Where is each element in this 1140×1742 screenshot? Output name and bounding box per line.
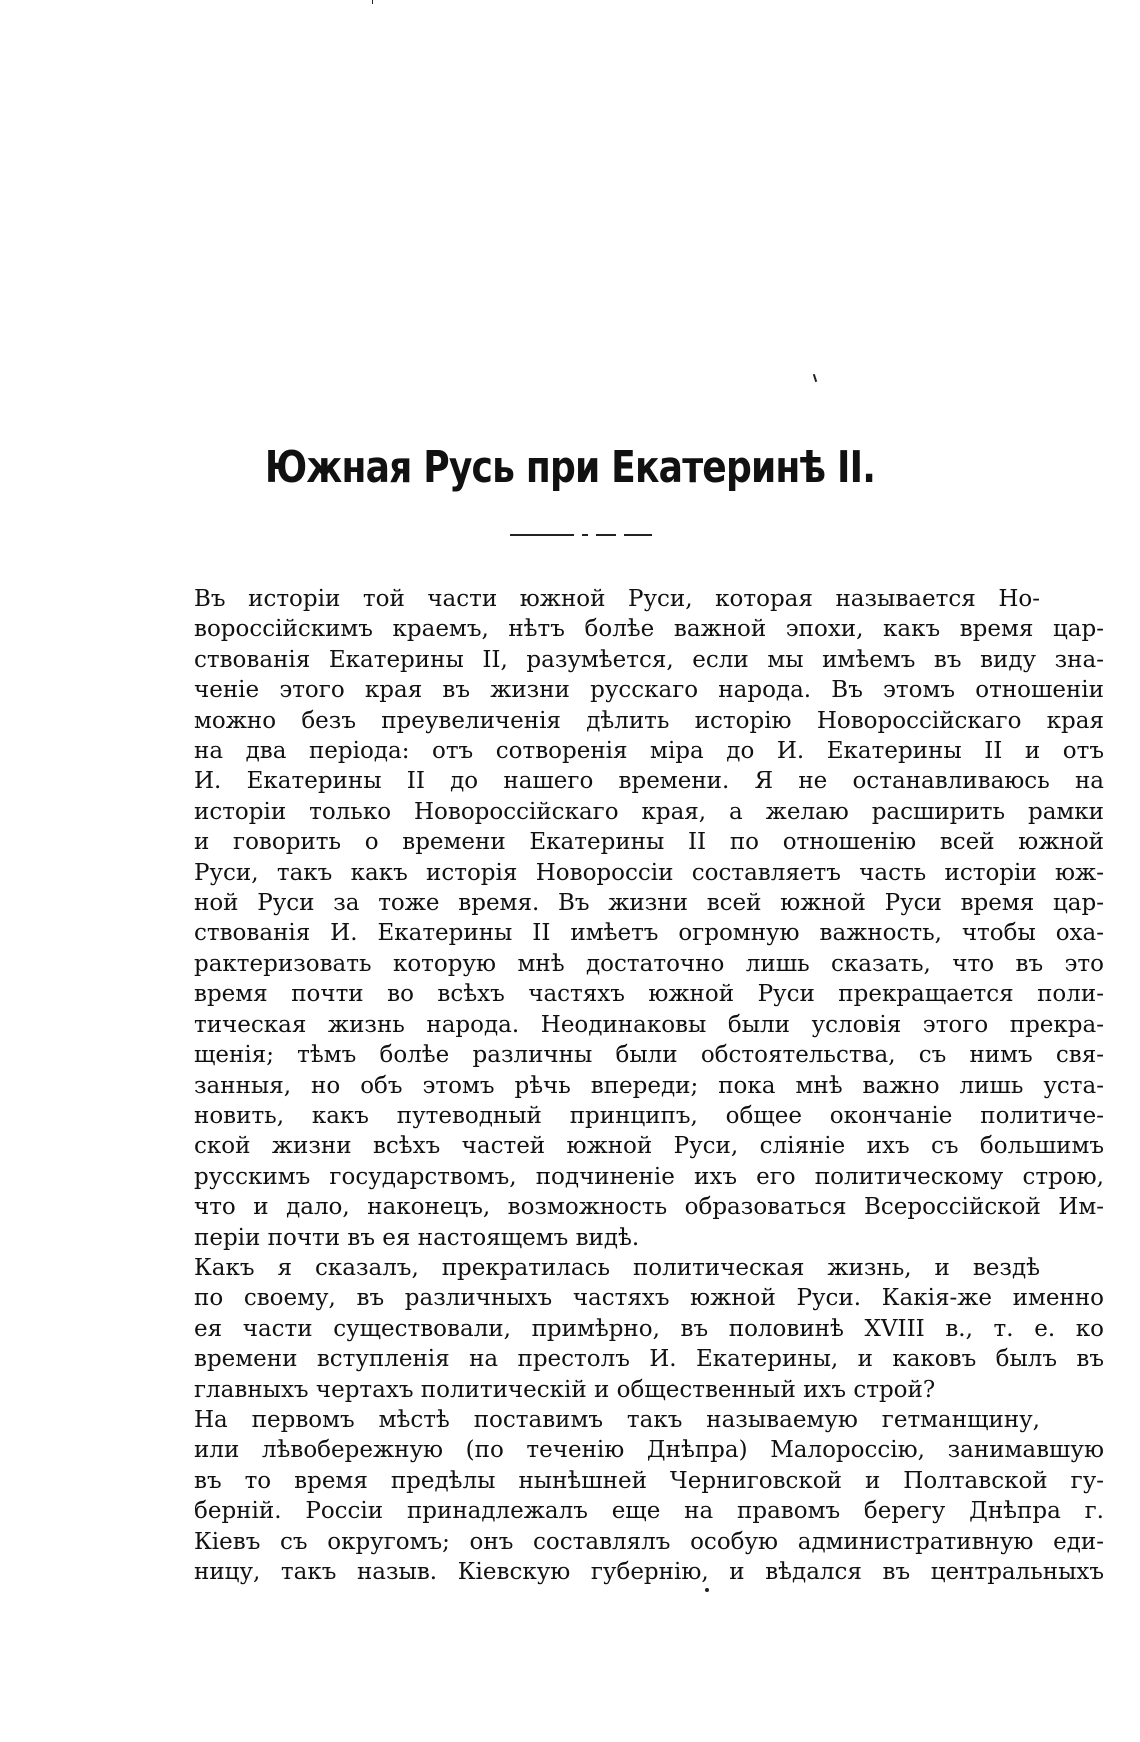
paragraph: [130, 1253, 1104, 1405]
text-line: тическая жизнь народа. Неодинаковы были условія этого прекра-: [194, 1011, 1104, 1038]
text-line: рактеризовать которую мнѣ достаточно лишь сказать, что въ это: [194, 950, 1104, 977]
text-line: время почти во всѣхъ частяхъ южной Руси прекращается поли-: [194, 981, 1104, 1008]
text-line: ницу, такъ назыв. Кіевскую губернію, и вѣдался въ центральныхъ: [194, 1559, 1104, 1585]
text-line: ствованія И. Екатерины II имѣетъ огромную важность, чтобы оха-: [194, 920, 1104, 947]
text-line: Какъ я сказалъ, прекратилась политическая жизнь, и вездѣ: [194, 1254, 1040, 1281]
text-line: новить, какъ путеводный принципъ, общее окончаніе политиче-: [194, 1102, 1104, 1129]
text-line: На первомъ мѣстѣ поставимъ такъ называемую гетманщину,: [194, 1406, 1040, 1433]
ink-dot: [705, 1588, 709, 1592]
paragraph: [130, 1405, 1104, 1587]
title-divider: [510, 534, 652, 536]
text-line: что и дало, наконецъ, возможность образоваться Всероссійской Им-: [194, 1194, 1104, 1221]
text-line: вороссійскимъ краемъ, нѣтъ болѣе важной эпохи, какъ время цар-: [194, 616, 1104, 643]
text-line: на два періода: отъ сотворенія міра до И. Екатерины II и отъ: [194, 738, 1104, 765]
text-line: русскимъ государствомъ, подчиненіе ихъ его политическому строю,: [194, 1163, 1104, 1190]
body-text: [130, 584, 1104, 1587]
text-line: или лѣвобережную (по теченію Днѣпра) Малороссію, занимавшую: [194, 1437, 1104, 1464]
text-line: въ то время предѣлы нынѣшней Черниговской и Полтавской гу-: [194, 1467, 1104, 1494]
text-line: исторіи только Новороссійскаго края, а желаю расширить рамки: [194, 798, 1104, 825]
ink-mark: [813, 374, 817, 382]
page-title: Южная Русь при Екатеринѣ II.: [264, 442, 876, 493]
text-line: Кіевъ съ округомъ; онъ составлялъ особую административную еди-: [194, 1528, 1104, 1555]
text-line: щенія; тѣмъ болѣе различны были обстоятельства, съ нимъ свя-: [194, 1042, 1104, 1069]
paragraph: [130, 584, 1104, 1253]
edge-mark: [372, 0, 373, 4]
text-line: и говорить о времени Екатерины II по отношенію всей южной: [194, 829, 1104, 856]
text-line: И. Екатерины II до нашего времени. Я не останавливаюсь на: [194, 768, 1104, 795]
text-line: берній. Россіи принадлежалъ еще на правомъ берегу Днѣпра г.: [194, 1498, 1104, 1525]
text-line: можно безъ преувеличенія дѣлить исторію Новороссійскаго края: [194, 707, 1104, 734]
text-line: ской жизни всѣхъ частей южной Руси, сліяніе ихъ съ большимъ: [194, 1133, 1104, 1160]
text-line: главныхъ чертахъ политическій и общественный ихъ строй?: [194, 1376, 936, 1403]
text-line: ной Руси за тоже время. Въ жизни всей южной Руси время цар-: [194, 890, 1104, 917]
text-line: по своему, въ различныхъ частяхъ южной Руси. Какія-же именно: [194, 1285, 1104, 1312]
text-line: періи почти въ ея настоящемъ видѣ.: [194, 1224, 640, 1251]
text-line: занныя, но объ этомъ рѣчь впереди; пока мнѣ важно лишь уста-: [194, 1072, 1104, 1099]
text-line: Руси, такъ какъ исторія Новороссіи составляетъ часть исторіи юж-: [194, 859, 1104, 886]
text-line: ея части существовали, примѣрно, въ половинѣ XVIII в., т. е. ко: [194, 1315, 1104, 1342]
text-line: времени вступленія на престолъ И. Екатерины, и каковъ былъ въ: [194, 1346, 1104, 1373]
text-line: Въ исторіи той части южной Руси, которая называется Но-: [194, 586, 1040, 612]
text-line: ствованія Екатерины II, разумѣется, если мы имѣемъ въ виду зна-: [194, 646, 1104, 673]
text-line: ченіе этого края въ жизни русскаго народа. Въ этомъ отношеніи: [194, 677, 1104, 704]
